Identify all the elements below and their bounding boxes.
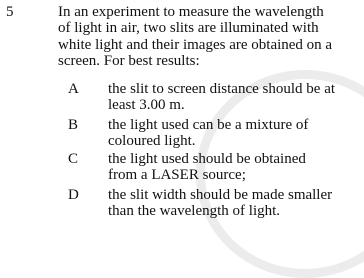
option-d-letter: D <box>68 187 79 203</box>
option-c-letter: C <box>68 151 79 167</box>
option-line: coloured light. <box>108 133 196 150</box>
option-a-text <box>108 81 358 114</box>
option-line: from a LASER source; <box>108 167 246 184</box>
option-d-text <box>108 187 358 220</box>
option-line: the light used should be obtained <box>108 151 306 167</box>
option-a-letter: A <box>68 81 79 97</box>
option-line: least 3.00 m. <box>108 97 185 114</box>
stem-line: In an experiment to measure the wavelength <box>58 4 324 20</box>
option-c-text <box>108 151 358 184</box>
option-line: than the wavelength of light. <box>108 203 281 220</box>
option-line: the light used can be a mixture of <box>108 117 309 133</box>
stem-line: of light in air, two slits are illuminated with <box>58 20 319 37</box>
question-number: 5 <box>6 4 14 20</box>
option-line: the slit width should be made smaller <box>108 187 333 203</box>
stem-line: screen. For best results: <box>58 53 200 70</box>
stem-line: white light and their images are obtained on a <box>58 36 333 53</box>
option-line: the slit to screen distance should be at <box>108 81 336 97</box>
option-b-letter: B <box>68 117 79 133</box>
question-stem <box>58 4 358 70</box>
option-b-text <box>108 117 358 150</box>
